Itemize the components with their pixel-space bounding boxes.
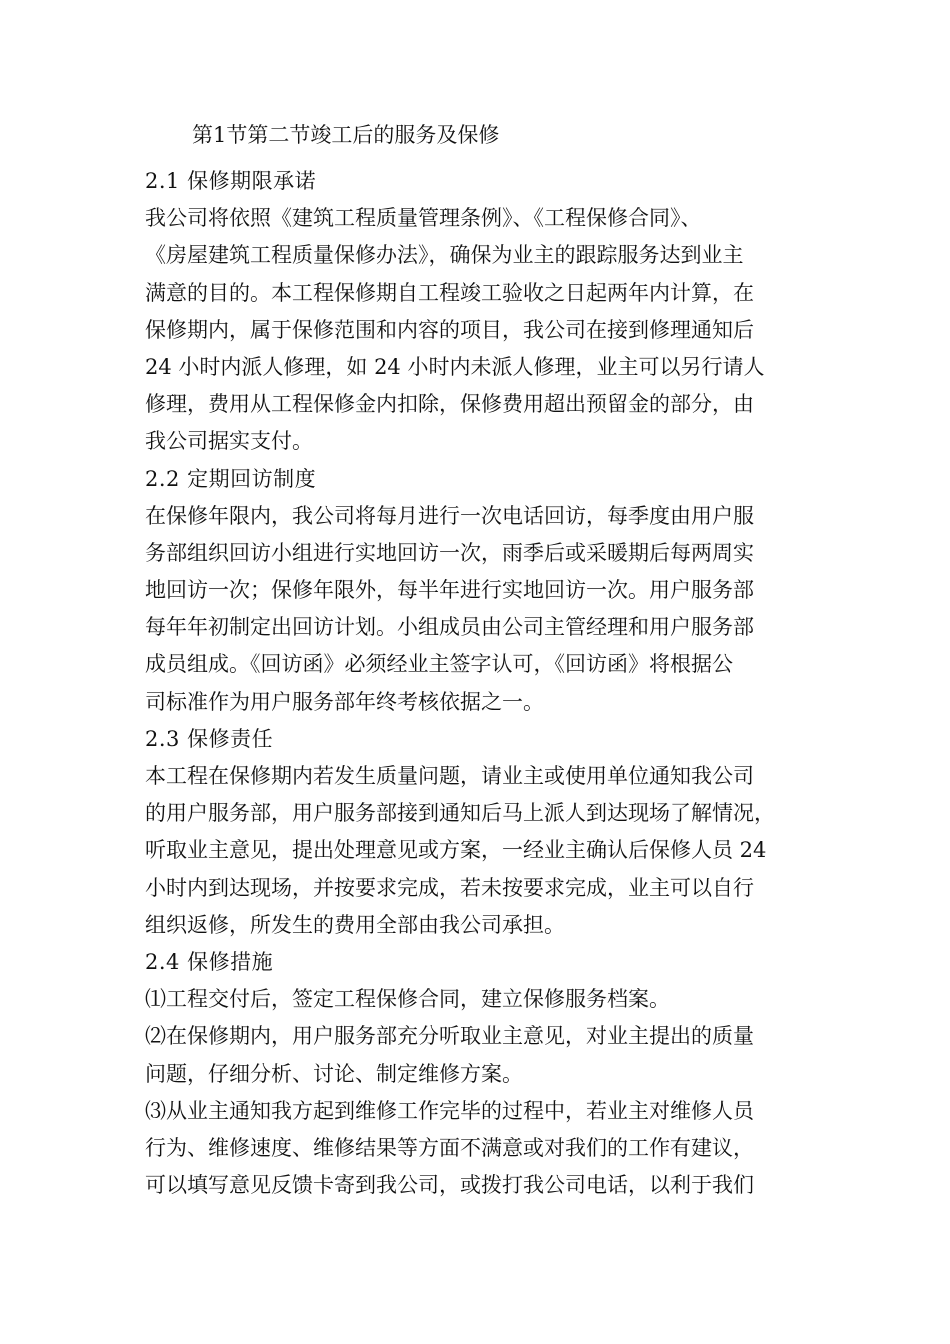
paragraph-line: ⑶从业主通知我方起到维修工作完毕的过程中，若业主对维修人员 bbox=[145, 1098, 754, 1123]
paragraph-line: 的用户服务部，用户服务部接到通知后马上派人到达现场了解情况， bbox=[145, 801, 775, 826]
section-heading: 2.1 保修期限承诺 bbox=[145, 169, 317, 193]
paragraph-line: 我公司据实支付。 bbox=[145, 429, 313, 454]
paragraph-line: 务部组织回访小组进行实地回访一次，雨季后或采暖期后每两周实 bbox=[145, 540, 754, 565]
paragraph-line: ⑴工程交付后，签定工程保修合同，建立保修服务档案。 bbox=[145, 987, 670, 1012]
paragraph-line: 保修期内，属于保修范围和内容的项目，我公司在接到修理通知后 bbox=[145, 317, 754, 342]
paragraph-line: 每年年初制定出回访计划。小组成员由公司主管经理和用户服务部 bbox=[145, 615, 754, 640]
paragraph-line: 组织返修，所发生的费用全部由我公司承担。 bbox=[145, 912, 565, 937]
section-title: 第1节第二节竣工后的服务及保修 bbox=[192, 123, 500, 147]
paragraph-line: 我公司将依照《建筑工程质量管理条例》、《工程保修合同》、 bbox=[145, 206, 702, 231]
document-body bbox=[145, 163, 815, 1204]
paragraph-line: ⑵在保修期内，用户服务部充分听取业主意见，对业主提出的质量 bbox=[145, 1024, 754, 1049]
paragraph-line: 24 小时内派人修理，如 24 小时内未派人修理，业主可以另行请人 bbox=[145, 354, 765, 379]
paragraph-line: 地回访一次；保修年限外，每半年进行实地回访一次。用户服务部 bbox=[145, 578, 754, 603]
paragraph-line: 在保修年限内，我公司将每月进行一次电话回访，每季度由用户服 bbox=[145, 503, 754, 528]
paragraph-line: 满意的目的。本工程保修期自工程竣工验收之日起两年内计算，在 bbox=[145, 280, 754, 305]
paragraph-line: 司标准作为用户服务部年终考核依据之一。 bbox=[145, 689, 544, 714]
paragraph-line: 听取业主意见，提出处理意见或方案，一经业主确认后保修人员 24 bbox=[145, 838, 767, 863]
paragraph-line: 行为、维修速度、维修结果等方面不满意或对我们的工作有建议， bbox=[145, 1135, 754, 1160]
paragraph-line: 小时内到达现场，并按要求完成，若未按要求完成，业主可以自行 bbox=[145, 875, 754, 900]
section-heading: 2.3 保修责任 bbox=[145, 726, 274, 751]
section-heading: 2.2 定期回访制度 bbox=[145, 466, 317, 491]
paragraph-line: 本工程在保修期内若发生质量问题，请业主或使用单位通知我公司 bbox=[145, 764, 754, 788]
paragraph-line: 问题，仔细分析、讨论、制定维修方案。 bbox=[145, 1061, 523, 1086]
paragraph-line: 修理，费用从工程保修金内扣除，保修费用超出预留金的部分，由 bbox=[145, 392, 754, 417]
paragraph-line: 成员组成。《回访函》必须经业主签字认可，《回访函》将根据公 bbox=[145, 652, 733, 677]
section-heading: 2.4 保修措施 bbox=[145, 949, 274, 974]
paragraph-line: 可以填写意见反馈卡寄到我公司，或拨打我公司电话，以利于我们 bbox=[145, 1173, 754, 1198]
paragraph-line: 《房屋建筑工程质量保修办法》，确保为业主的跟踪服务达到业主 bbox=[145, 243, 744, 268]
